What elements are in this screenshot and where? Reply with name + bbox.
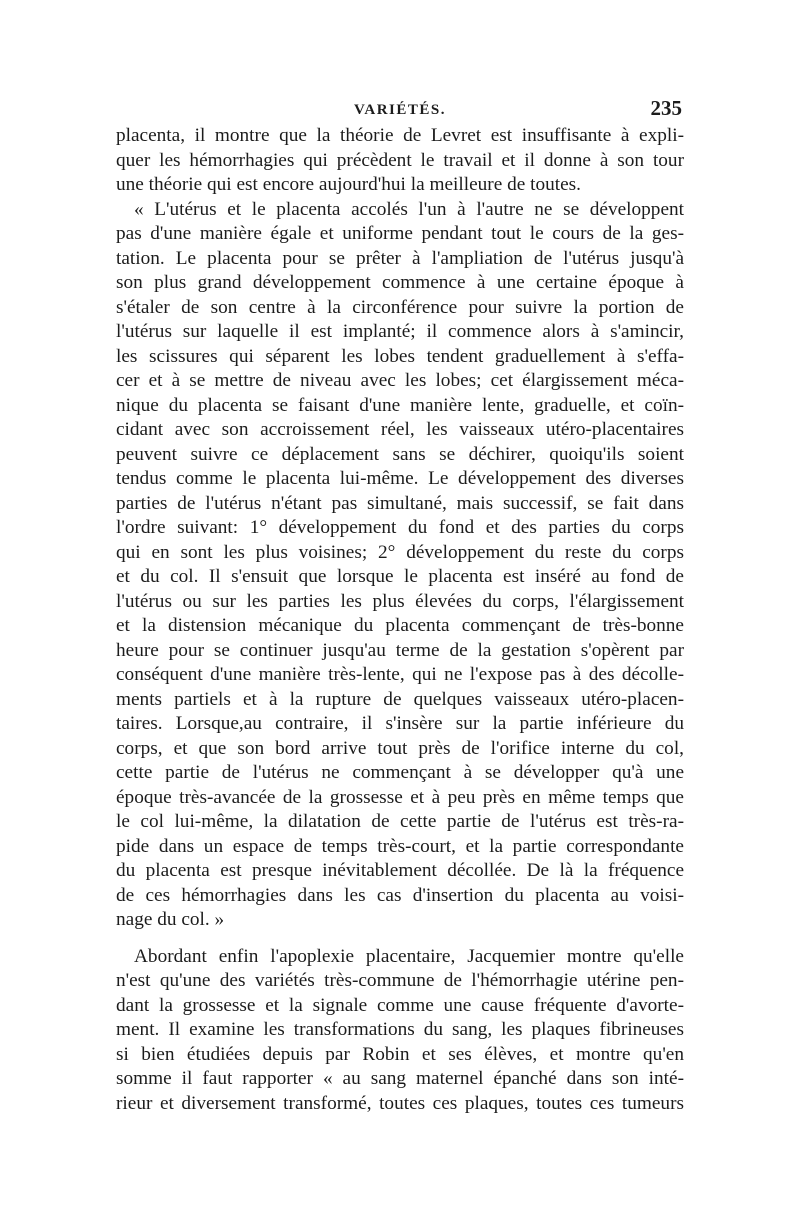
text-line: pide dans un espace de temps très-court, et la partie correspondante [116, 835, 684, 857]
text-line: rieur et diversement transformé, toutes ces plaques, toutes ces tumeurs [116, 1092, 684, 1114]
text-line: de ces hémorrhagies dans les cas d'insertion du placenta au voisi- [116, 884, 684, 906]
text-line: cidant avec son accroissement réel, les vaisseaux utéro-placentaires [116, 419, 684, 440]
text-line: corps, et que son bord arrive tout près de l'orifice interne du col, [116, 737, 684, 759]
text-line: tation. Le placenta pour se prêter à l'ampliation de l'utérus jusqu'à [116, 247, 684, 269]
text-line: qui en sont les plus voisines; 2° développement du reste du corps [116, 541, 684, 563]
text-line: placenta, il montre que la théorie de Levret est insuffisante à expli- [116, 125, 684, 146]
text-line: s'étaler de son centre à la circonférence pour suivre la portion de [116, 296, 684, 318]
paragraph-3 [116, 945, 684, 1117]
text-line: taires. Lorsque,au contraire, il s'insère sur la partie inférieure du [116, 713, 684, 734]
text-line: « L'utérus et le placenta accolés l'un à l'autre ne se développent [134, 198, 684, 220]
text-line: et la distension mécanique du placenta commençant de très-bonne [116, 615, 684, 636]
text-line: les scissures qui séparent les lobes tendent graduellement à s'effa- [116, 345, 684, 367]
text-line: Abordant enfin l'apoplexie placentaire, Jacquemier montre qu'elle [134, 945, 684, 967]
text-line: si bien étudiées depuis par Robin et ses élèves, et montre qu'en [116, 1043, 684, 1065]
text-line: ments partiels et à la rupture de quelques vaisseaux utéro-placen- [116, 688, 684, 710]
text-line: quer les hémorrhagies qui précèdent le travail et il donne à son tour [116, 149, 684, 171]
text-line: époque très-avancée de la grossesse et à peu près en même temps que [116, 786, 684, 808]
text-line: le col lui-même, la dilatation de cette partie de l'utérus est très-ra- [116, 811, 684, 832]
text-line: l'ordre suivant: 1° développement du fond et des parties du corps [116, 517, 684, 538]
running-title: VARIÉTÉS. [353, 102, 446, 118]
text-line: ment. Il examine les transformations du sang, les plaques fibrineuses [116, 1019, 684, 1040]
text-line: conséquent d'une manière très-lente, qui ne l'expose pas à des décolle- [116, 664, 684, 685]
page-header [116, 96, 684, 126]
text-line: et du col. Il s'ensuit que lorsque le placenta est inséré au fond de [116, 566, 684, 587]
text-line: dant la grossesse et la signale comme une cause fréquente d'avorte- [116, 994, 684, 1016]
text-line: somme il faut rapporter « au sang maternel épanché dans son inté- [116, 1068, 684, 1089]
text-line: l'utérus ou sur les parties les plus élevées du corps, l'élargissement [116, 590, 684, 612]
text-line: nique du placenta se faisant d'une manière lente, graduelle, et coïn- [116, 394, 684, 416]
page-number: 235 [650, 96, 682, 120]
text-line: pas d'une manière égale et uniforme pendant tout le cours de la ges- [116, 223, 684, 244]
paragraph-1 [116, 124, 684, 198]
text-line: l'utérus sur laquelle il est implanté; il commence alors à s'amincir, [116, 321, 684, 342]
text-line: tendus comme le placenta lui-même. Le développement des diverses [116, 468, 684, 489]
text-line: une théorie qui est encore aujourd'hui la meilleure de toutes. [116, 174, 581, 195]
paragraph-2-quotation [116, 198, 684, 933]
text-line: parties de l'utérus n'étant pas simultané, mais successif, se fait dans [116, 492, 684, 514]
text-line: du placenta est presque inévitablement décollée. De là la fréquence [116, 860, 684, 881]
text-line: heure pour se continuer jusqu'au terme de la gestation s'opèrent par [116, 639, 684, 661]
text-body [116, 124, 684, 1116]
text-line: nage du col. » [116, 909, 225, 930]
text-line: peuvent suivre ce déplacement sans se déchirer, quoiqu'ils soient [116, 443, 684, 465]
text-line: son plus grand développement commence à une certaine époque à [116, 272, 684, 293]
text-line: cer et à se mettre de niveau avec les lobes; cet élargissement méca- [116, 370, 684, 391]
text-line: n'est qu'une des variétés très-commune de l'hémorrhagie utérine pen- [116, 970, 684, 991]
text-line: cette partie de l'utérus ne commençant à se développer qu'à une [116, 762, 684, 783]
paragraph-spacer [116, 933, 684, 945]
